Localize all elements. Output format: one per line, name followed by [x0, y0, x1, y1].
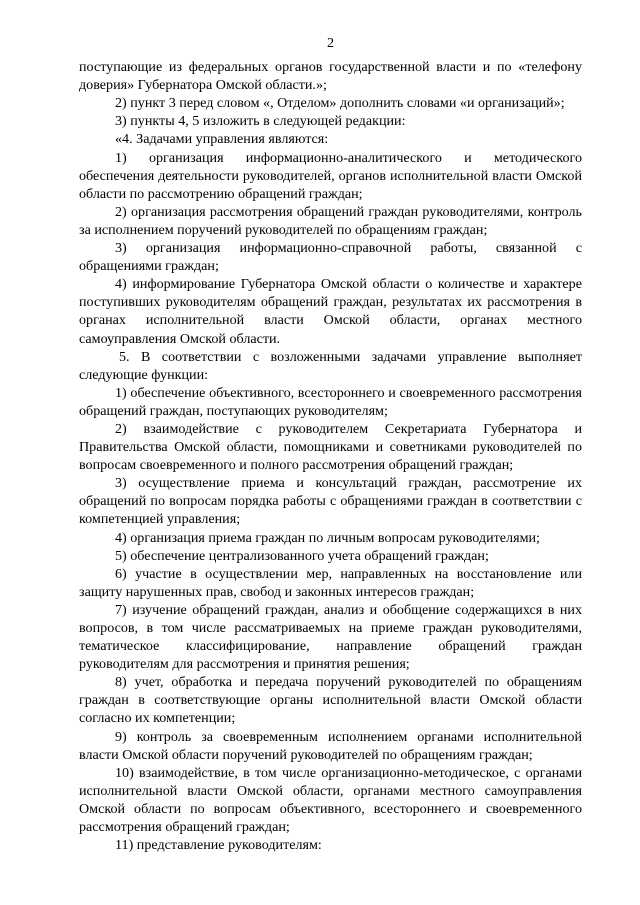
paragraph-function-8: 8) учет, обработка и передача поручений руководителей по обращениям граждан в соответствующие органы исполнительной власти Омской области согласно их компетенции; — [79, 674, 582, 727]
paragraph-function-5: 5) обеспечение централизованного учета обращений граждан; — [115, 547, 489, 564]
paragraph-function-1: 1) обеспечение объективного, всестороннего и своевременного рассмотрения обращений граждан, поступающих руководителям; — [79, 384, 582, 419]
paragraph-continuation: поступающие из федеральных органов государственной власти и по «телефону доверия» Губернатора Омской области.»; — [79, 59, 582, 94]
paragraph-function-10: 10) взаимодействие, в том числе организационно-методическое, с органами исполнительной власти Омской области, органами местного самоуправления Омской области по вопросам объективного, всестороннего и своевременного рассмотрения обращений граждан; — [79, 764, 582, 836]
paragraph-function-2: 2) взаимодействие с руководителем Секретариата Губернатора и Правительства Омской области, помощниками и советниками руководителей по вопросам своевременного и полного рассмотрения обращений граждан; — [79, 420, 582, 474]
paragraph-task-3: 3) организация информационно-справочной работы, связанной с обращениями граждан; — [79, 240, 582, 275]
paragraph-function-6: 6) участие в осуществлении мер, направленных на восстановление или защиту нарушенных прав, свобод и законных интересов граждан; — [79, 565, 582, 600]
paragraph-item-3: 3) пункты 4, 5 изложить в следующей редакции: — [115, 113, 406, 130]
paragraph-function-3: 3) осуществление приема и консультаций граждан, рассмотрение их обращений по вопросам порядка работы с обращениями граждан в соответствии с компетенцией управления; — [79, 475, 582, 528]
paragraph-task-4: 4) информирование Губернатора Омской области о количестве и характере поступивших руководителям обращений граждан, результатах их рассмотрения в органах исполнительной власти Омской области, органах местного самоуправления Омской области. — [79, 276, 582, 347]
paragraph-function-11: 11) представление руководителям: — [115, 837, 322, 854]
paragraph-function-9: 9) контроль за своевременным исполнением органами исполнительной власти Омской области поручений руководителей по обращениям граждан; — [79, 728, 582, 763]
paragraph-task-2: 2) организация рассмотрения обращений граждан руководителями, контроль за исполнением поручений руководителей по обращениям граждан; — [79, 203, 582, 238]
paragraph-function-7: 7) изучение обращений граждан, анализ и обобщение содержащихся в них вопросов, в том числе рассматриваемых на приеме граждан руководителями, тематическое классифицирование, направление обращений граждан руководителям для рассмотрения и принятия решения; — [79, 601, 582, 673]
paragraph-task-1: 1) организация информационно-аналитического и методического обеспечения деятельности руководителей, органов исполнительной власти Омской области по рассмотрению обращений граждан; — [79, 149, 582, 202]
paragraph-section-5-heading: 5. В соответствии с возложенными задачами управление выполняет следующие функции: — [79, 348, 582, 383]
page-number: 2 — [326, 35, 335, 51]
paragraph-function-4: 4) организация приема граждан по личным вопросам руководителями; — [115, 529, 540, 546]
paragraph-section-4-heading: «4. Задачами управления являются: — [115, 131, 329, 148]
paragraph-item-2: 2) пункт 3 перед словом «, Отделом» дополнить словами «и организаций»; — [115, 95, 565, 112]
